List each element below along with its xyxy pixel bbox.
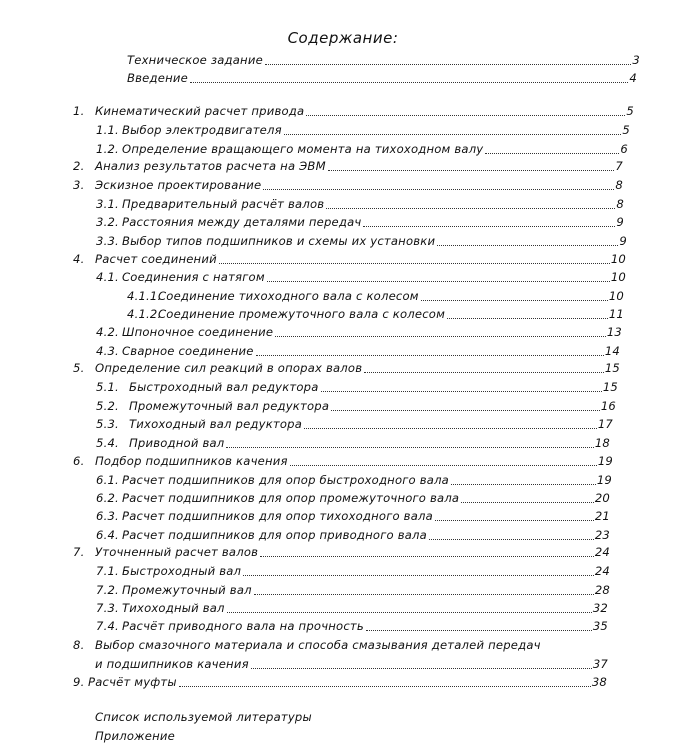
toc-entry-number: 4.1.2. (127, 307, 162, 321)
toc-entry-number: 7.2. (96, 583, 119, 597)
toc-entry-page: 5 (622, 123, 630, 137)
toc-entry (0, 250, 626, 268)
toc-entry (0, 176, 623, 194)
toc-entry-number: 7. (73, 545, 85, 559)
toc-entry-number: 9. (73, 675, 85, 689)
toc-entry-title: Расчет соединений (95, 252, 217, 266)
toc-entry-number: 2. (73, 159, 85, 173)
toc-entry-page: 13 (606, 325, 622, 339)
toc-entry-title: Сварное соединение (122, 344, 254, 358)
toc-entry (0, 562, 610, 580)
toc-entry (0, 581, 610, 599)
toc-entry (0, 305, 624, 323)
toc-entry-leader (331, 410, 600, 411)
toc-entry-title: Соединение промежуточного вала с колесом (158, 307, 446, 321)
toc-entry-leader (263, 189, 614, 190)
toc-entry-number: 8. (73, 638, 85, 652)
toc-entry-leader (366, 630, 592, 631)
toc-entry-number: 4.1.1. (127, 289, 162, 303)
toc-appendix: Приложение (95, 729, 175, 743)
toc-entry-title: Определение вращающего момента на тихоходном валу (122, 142, 484, 156)
toc-entry-leader (190, 82, 629, 83)
toc-entry-leader (437, 245, 618, 246)
toc-entry-leader (485, 153, 619, 154)
toc-entry-page: 19 (597, 454, 613, 468)
toc-entry (0, 636, 608, 671)
toc-entry-title: Шпоночное соединение (122, 325, 274, 339)
toc-entry-title: Промежуточный вал редуктора (129, 399, 330, 413)
toc-entry-leader (256, 355, 604, 356)
toc-entry-number: 3.2. (96, 215, 119, 229)
toc-entry-number: 7.3. (96, 601, 119, 615)
toc-entry (0, 157, 623, 175)
toc-entry-leader (328, 170, 615, 171)
toc-entry-leader (275, 336, 606, 337)
toc-entry-page: 18 (594, 436, 610, 450)
toc-entry-number: 5.4. (96, 436, 119, 450)
toc-entry-title: Анализ результатов расчета на ЭВМ (95, 159, 326, 173)
toc-title: Содержание: (287, 29, 399, 47)
toc-entry (0, 359, 620, 377)
toc-entry (0, 617, 608, 635)
toc-entry-leader (421, 300, 608, 301)
toc-entry (0, 232, 627, 250)
toc-entry-page: 10 (610, 270, 626, 284)
toc-entry-title: Выбор смазочного материала и способа смазывания деталей передач (95, 638, 541, 652)
toc-entry-page: 38 (591, 675, 607, 689)
toc-entry-number: 7.1. (96, 564, 119, 578)
toc-entry-title: Техническое задание (127, 53, 263, 67)
toc-entry (0, 489, 610, 507)
toc-entry-leader (284, 134, 622, 135)
toc-entry-page: 9 (616, 215, 624, 229)
toc-entry-page: 17 (597, 417, 613, 431)
toc-entry (0, 543, 610, 561)
toc-entry-title: Соединение тихоходного вала с колесом (158, 289, 419, 303)
toc-entry-leader (306, 115, 625, 116)
toc-entry-leader (304, 428, 597, 429)
toc-entry (0, 51, 640, 69)
toc-entry (0, 673, 607, 691)
toc-entry-title: Расчет подшипников для опор приводного вала (122, 528, 427, 542)
toc-entry-leader (265, 64, 632, 65)
toc-entry (0, 526, 610, 544)
toc-entry (0, 599, 608, 617)
toc-entry-title: Расчёт приводного вала на прочность (122, 619, 364, 633)
toc-entry-title-continued: и подшипников качения (95, 657, 249, 671)
toc-entry-page: 4 (629, 71, 637, 85)
toc-entry (0, 268, 626, 286)
toc-entry-leader (254, 594, 594, 595)
toc-entry-number: 5. (73, 361, 85, 375)
toc-entry-title: Тихоходный вал редуктора (129, 417, 303, 431)
toc-entry-number: 6.2. (96, 491, 119, 505)
toc-entry-title: Расчет подшипников для опор быстроходного вала (122, 473, 449, 487)
toc-entry-number: 6.3. (96, 509, 119, 523)
toc-entry-leader (219, 263, 610, 264)
toc-entry-page: 9 (619, 234, 627, 248)
toc-entry-leader (243, 575, 594, 576)
toc-entry-leader (267, 281, 610, 282)
toc-entry-page: 20 (594, 491, 610, 505)
toc-entry (0, 323, 622, 341)
toc-entry-number: 3.3. (96, 234, 119, 248)
toc-entry (0, 102, 634, 120)
toc-references: Список используемой литературы (95, 710, 312, 724)
toc-entry-title: Введение (127, 71, 188, 85)
toc-entry-number: 4. (73, 252, 85, 266)
toc-entry (0, 140, 628, 158)
toc-entry-number: 6.1. (96, 473, 119, 487)
toc-entry-title: Кинематический расчет привода (95, 104, 305, 118)
toc-entry-leader (447, 318, 608, 319)
toc-entry-page: 6 (620, 142, 628, 156)
toc-entry-leader (363, 226, 615, 227)
toc-entry-page: 11 (608, 307, 624, 321)
toc-entry-number: 4.1. (96, 270, 119, 284)
toc-entry-leader (435, 520, 594, 521)
toc-entry (0, 507, 610, 525)
toc-entry-page: 23 (594, 528, 610, 542)
toc-entry (0, 452, 613, 470)
toc-entry-number: 1.2. (96, 142, 119, 156)
toc-entry-number: 6.4. (96, 528, 119, 542)
toc-entry-leader (290, 465, 597, 466)
toc-entry-title: Расчет подшипников для опор промежуточного вала (122, 491, 460, 505)
toc-entry-leader (429, 539, 594, 540)
toc-entry (0, 213, 624, 231)
toc-entry (0, 471, 612, 489)
toc-entry-page: 24 (594, 545, 610, 559)
toc-entry (0, 195, 624, 213)
toc-entry (0, 121, 630, 139)
toc-entry-page: 28 (594, 583, 610, 597)
toc-entry-page: 32 (592, 601, 608, 615)
toc-entry-number: 6. (73, 454, 85, 468)
toc-entry (0, 69, 637, 87)
toc-entry-number: 5.2. (96, 399, 119, 413)
toc-entry-number: 4.2. (96, 325, 119, 339)
toc-entry-page: 3 (632, 53, 640, 67)
toc-entry-leader (364, 372, 604, 373)
toc-entry (0, 342, 620, 360)
toc-entry-number: 1.1. (96, 123, 119, 137)
toc-entry-page: 15 (602, 380, 618, 394)
toc-entry-page: 35 (592, 619, 608, 633)
toc-entry-number: 3. (73, 178, 85, 192)
toc-entry-title: Быстроходный вал редуктора (129, 380, 319, 394)
toc-entry-title: Приводной вал (129, 436, 225, 450)
toc-entry-leader (451, 484, 596, 485)
toc-entry-leader (179, 686, 591, 687)
toc-entry-page: 5 (626, 104, 634, 118)
toc-entry-title: Подбор подшипников качения (95, 454, 288, 468)
toc-entry-number: 1. (73, 104, 85, 118)
toc-entry-page: 10 (610, 252, 626, 266)
toc-entry-number: 5.3. (96, 417, 119, 431)
toc-entry-leader (226, 447, 593, 448)
toc-entry (0, 434, 610, 452)
toc-entry-leader (321, 391, 602, 392)
toc-entry (0, 287, 624, 305)
toc-entry-title: Расчет подшипников для опор тихоходного вала (122, 509, 433, 523)
toc-entry-leader (260, 556, 594, 557)
toc-entry (0, 397, 616, 415)
toc-entry-number: 4.3. (96, 344, 119, 358)
toc-entry-title: Определение сил реакций в опорах валов (95, 361, 363, 375)
toc-entry-page: 7 (615, 159, 623, 173)
toc-entry-page: 10 (608, 289, 624, 303)
toc-entry-title: Выбор электродвигателя (122, 123, 282, 137)
toc-entry-title: Тихоходный вал (122, 601, 225, 615)
toc-entry-title: Предварительный расчёт валов (122, 197, 325, 211)
toc-entry-number: 7.4. (96, 619, 119, 633)
toc-entry-title: Соединения с натягом (122, 270, 265, 284)
toc-entry-title: Быстроходный вал (122, 564, 242, 578)
toc-entry-page: 14 (604, 344, 620, 358)
toc-entry-title: Расчёт муфты (88, 675, 177, 689)
toc-entry-leader (326, 208, 615, 209)
toc-entry-number: 5.1. (96, 380, 119, 394)
toc-entry-title: Выбор типов подшипников и схемы их установки (122, 234, 436, 248)
toc-entry-page: 21 (594, 509, 610, 523)
toc-entry-title: Уточненный расчет валов (95, 545, 259, 559)
toc-entry-page: 24 (594, 564, 610, 578)
toc-entry-leader (251, 668, 592, 669)
toc-entry-page: 8 (615, 178, 623, 192)
toc-entry-page: 15 (604, 361, 620, 375)
toc-entry (0, 378, 618, 396)
toc-entry-page: 37 (592, 657, 608, 671)
toc-entry-page: 8 (616, 197, 624, 211)
toc-entry-page: 16 (600, 399, 616, 413)
toc-entry-title: Расстояния между деталями передач (122, 215, 362, 229)
toc-entry-title: Промежуточный вал (122, 583, 252, 597)
toc-entry-leader (227, 612, 592, 613)
toc-entry-page: 19 (596, 473, 612, 487)
toc-entry-leader (461, 502, 594, 503)
toc-entry-title: Эскизное проектирование (95, 178, 262, 192)
toc-entry-number: 3.1. (96, 197, 119, 211)
toc-entry (0, 415, 613, 433)
